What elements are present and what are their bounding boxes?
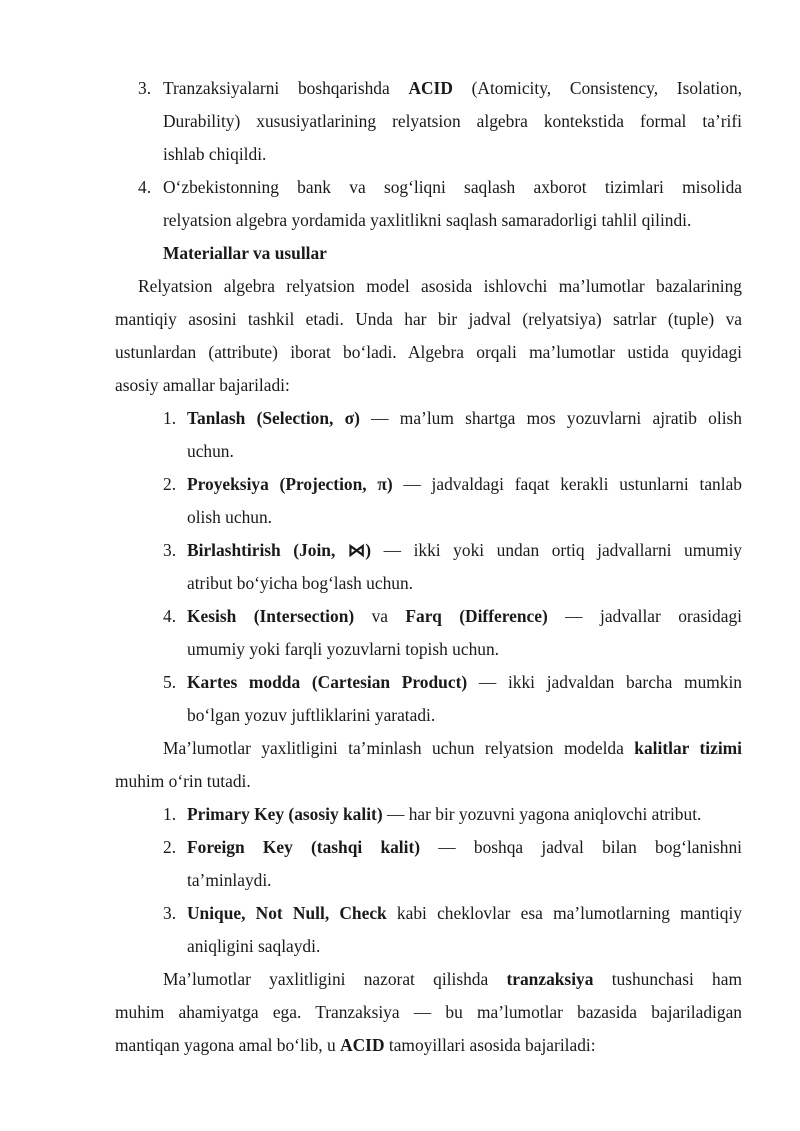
list-item-line: bo‘lgan yozuv juftliklarini yaratadi. bbox=[187, 705, 436, 725]
list-number: 3. bbox=[138, 78, 152, 98]
paragraph-line: mantiqiy asosini tashkil etadi. Unda har bir jadval (relyatsiya) satrlar (tuple) va bbox=[115, 309, 742, 329]
list-item-line: Unique, Not Null, Check kabi cheklovlar esa ma’lumotlarning mantiqiy bbox=[187, 903, 742, 923]
list-item-line: O‘zbekistonning bank va sog‘liqni saqlash axborot tizimlari misolida bbox=[163, 177, 742, 197]
list-item-line: Tranzaksiyalarni boshqarishda ACID (Atomicity, Consistency, Isolation, bbox=[163, 78, 743, 98]
paragraph-line: asosiy amallar bajariladi: bbox=[115, 375, 290, 395]
list-item-line: atribut bo‘yicha bog‘lash uchun. bbox=[187, 573, 414, 593]
list-number: 4. bbox=[138, 177, 152, 197]
list-item-line: Kesish (Intersection) va Farq (Difference) — jadvallar orasidagi bbox=[187, 606, 742, 626]
paragraph-line: Relyatsion algebra relyatsion model asosida ishlovchi ma’lumotlar bazalarining bbox=[138, 276, 742, 296]
paragraph-line: Ma’lumotlar yaxlitligini ta’minlash uchun relyatsion modelda kalitlar tizimi bbox=[163, 738, 742, 758]
paragraph-line: muhim o‘rin tutadi. bbox=[115, 771, 251, 791]
list-item-line: umumiy yoki farqli yozuvlarni topish uchun. bbox=[187, 639, 500, 659]
list-item-line: Foreign Key (tashqi kalit) — boshqa jadval bilan bog‘lanishni bbox=[187, 837, 742, 857]
list-item-line: aniqligini saqlaydi. bbox=[187, 936, 321, 956]
list-number: 2. bbox=[163, 474, 177, 494]
list-item-line: relyatsion algebra yordamida yaxlitlikni saqlash samaradorligi tahlil qilindi. bbox=[163, 210, 692, 230]
paragraph-line: mantiqan yagona amal bo‘lib, u ACID tamoyillari asosida bajariladi: bbox=[115, 1035, 596, 1055]
list-number: 4. bbox=[163, 606, 177, 626]
list-item-line: Kartes modda (Cartesian Product) — ikki jadvaldan barcha mumkin bbox=[187, 672, 743, 692]
list-number: 3. bbox=[163, 540, 177, 560]
list-number: 5. bbox=[163, 672, 177, 692]
acid-term: ACID bbox=[408, 78, 453, 98]
paragraph-line: muhim ahamiyatga ega. Tranzaksiya — bu ma’lumotlar bazasida bajariladigan bbox=[115, 1002, 742, 1022]
list-number: 3. bbox=[163, 903, 177, 923]
list-item-line: Tanlash (Selection, σ) — ma’lum shartga mos yozuvlarni ajratib olish bbox=[187, 408, 742, 428]
list-item-line: Primary Key (asosiy kalit) — har bir yozuvni yagona aniqlovchi atribut. bbox=[187, 804, 702, 824]
section-heading: Materiallar va usullar bbox=[163, 243, 327, 263]
paragraph-line: Ma’lumotlar yaxlitligini nazorat qilishda tranzaksiya tushunchasi ham bbox=[163, 969, 742, 989]
list-item-line: olish uchun. bbox=[187, 507, 273, 527]
list-item-line: Durability) xususiyatlarining relyatsion algebra kontekstida formal ta’rifi bbox=[163, 111, 742, 131]
list-number: 1. bbox=[163, 408, 177, 428]
list-item-line: Birlashtirish (Join, ⋈) — ikki yoki undan ortiq jadvallarni umumiy bbox=[187, 540, 742, 560]
list-item-line: uchun. bbox=[187, 441, 234, 461]
list-number: 2. bbox=[163, 837, 177, 857]
list-item-line: Proyeksiya (Projection, π) — jadvaldagi faqat kerakli ustunlarni tanlab bbox=[187, 474, 742, 494]
paragraph-line: ustunlardan (attribute) iborat bo‘ladi. Algebra orqali ma’lumotlar ustida quyidagi bbox=[115, 342, 742, 362]
list-number: 1. bbox=[163, 804, 177, 824]
list-item-line: ta’minlaydi. bbox=[187, 870, 272, 890]
list-item-line: ishlab chiqildi. bbox=[163, 144, 267, 164]
